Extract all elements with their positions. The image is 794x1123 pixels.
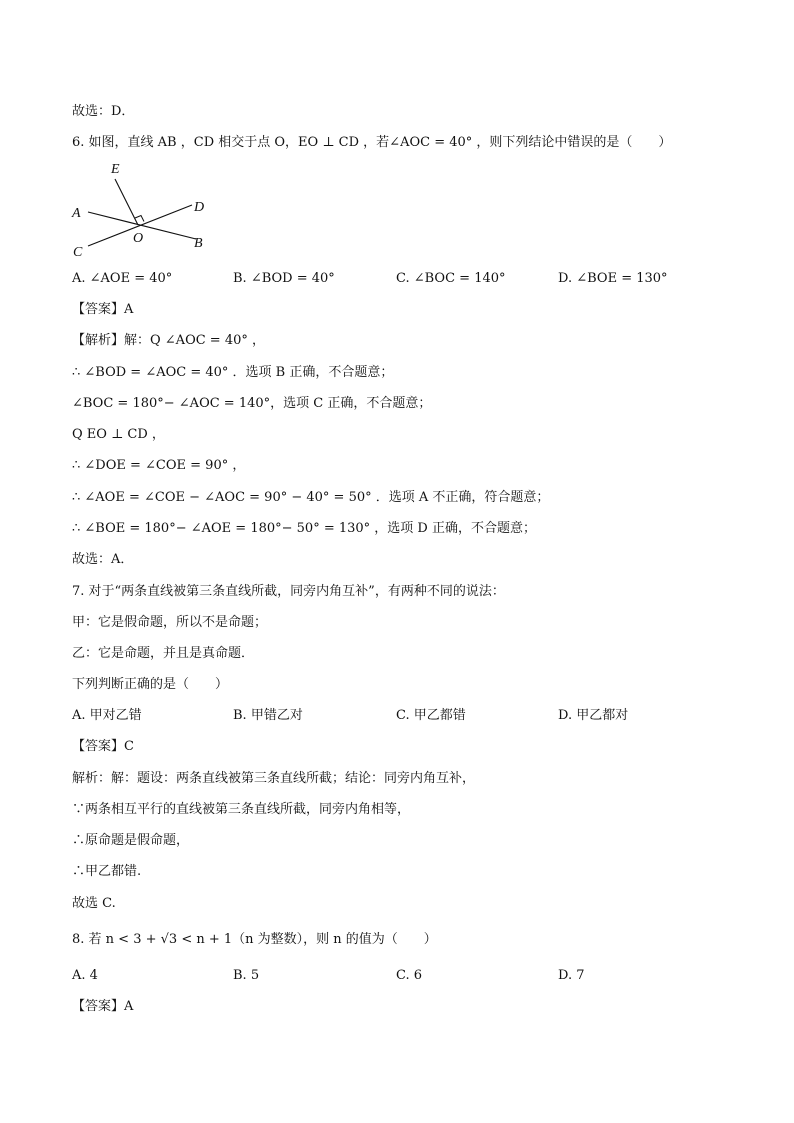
explanation-line: ∴ ∠DOE = ∠COE = 90° ，: [72, 458, 246, 473]
label-a: A: [72, 206, 81, 221]
explanation-line: ∴ ∠BOE = 180°− ∠AOE = 180°− 50° = 130° ，选项 D 正确，不合题意；: [72, 521, 536, 536]
explanation-line: ∴原命题是假命题，: [72, 833, 190, 848]
answer-q6: 【答案】A: [72, 302, 134, 317]
conclusion-q6: 故选：A．: [72, 552, 134, 567]
q7-option-a: A. 甲对乙错: [72, 708, 142, 723]
q7-statement-yi: 乙：它是命题，并且是真命题．: [72, 646, 255, 661]
explanation-line: 解析：解：题设：两条直线被第三条直线所截；结论：同旁内角互补，: [72, 771, 476, 786]
q7-prompt: 下列判断正确的是（ ）: [72, 677, 229, 692]
label-o: O: [133, 231, 144, 246]
q8-option-a: A. 4: [72, 968, 98, 983]
q6-option-b: B. ∠BOD = 40°: [233, 271, 335, 286]
explanation-line: ∴ ∠BOD = ∠AOC = 40° ．选项 B 正确，不合题意；: [72, 365, 394, 380]
q8-option-d: D. 7: [558, 968, 585, 983]
label-e: E: [111, 162, 120, 177]
question-6: 6. 如图，直线 AB ，CD 相交于点 O，EO ⊥ CD ，若∠AOC = 40° ，则下列结论中错误的是（ ）: [72, 135, 672, 150]
answer-q8: 【答案】A: [72, 999, 134, 1014]
explanation-line: ∵两条相互平行的直线被第三条直线所截，同旁内角相等，: [72, 802, 411, 817]
q7-option-b: B. 甲错乙对: [233, 708, 303, 723]
explanation-line: 【解析】解：Q ∠AOC = 40° ，: [72, 333, 266, 348]
explanation-line: ∠BOC = 180°− ∠AOC = 140°，选项 C 正确，不合题意；: [72, 396, 432, 411]
label-c: C: [73, 245, 83, 260]
conclusion-q7: 故选 C.: [72, 896, 116, 911]
question-7: 7. 对于“两条直线被第三条直线所截，同旁内角互补”，有两种不同的说法：: [72, 584, 505, 599]
explanation-line: ∴ ∠AOE = ∠COE − ∠AOC = 90° − 40° = 50° ．选项 A 不正确，符合题意；: [72, 490, 550, 505]
q8-option-c: C. 6: [396, 968, 423, 983]
q8-option-b: B. 5: [233, 968, 260, 983]
answer-q7: 【答案】C: [72, 739, 134, 754]
q6-option-c: C. ∠BOC = 140°: [396, 271, 506, 286]
q7-statement-jia: 甲：它是假命题，所以不是命题；: [72, 615, 268, 630]
label-b: B: [194, 236, 203, 251]
ray-oe: [115, 179, 138, 225]
explanation-line: ∴甲乙都错.: [72, 864, 142, 879]
q6-option-d: D. ∠BOE = 130°: [558, 271, 668, 286]
explanation-line: Q EO ⊥ CD ，: [72, 427, 165, 442]
label-d: D: [194, 200, 205, 215]
q7-option-c: C. 甲乙都错: [396, 708, 466, 723]
q6-option-a: A. ∠AOE = 40°: [72, 271, 173, 286]
geometry-figure: [70, 158, 215, 260]
conclusion-q5: 故选：D．: [72, 104, 135, 119]
q7-option-d: D. 甲乙都对: [558, 708, 629, 723]
question-8: 8. 若 n < 3 + √3 < n + 1（n 为整数），则 n 的值为（ ）: [72, 932, 437, 947]
